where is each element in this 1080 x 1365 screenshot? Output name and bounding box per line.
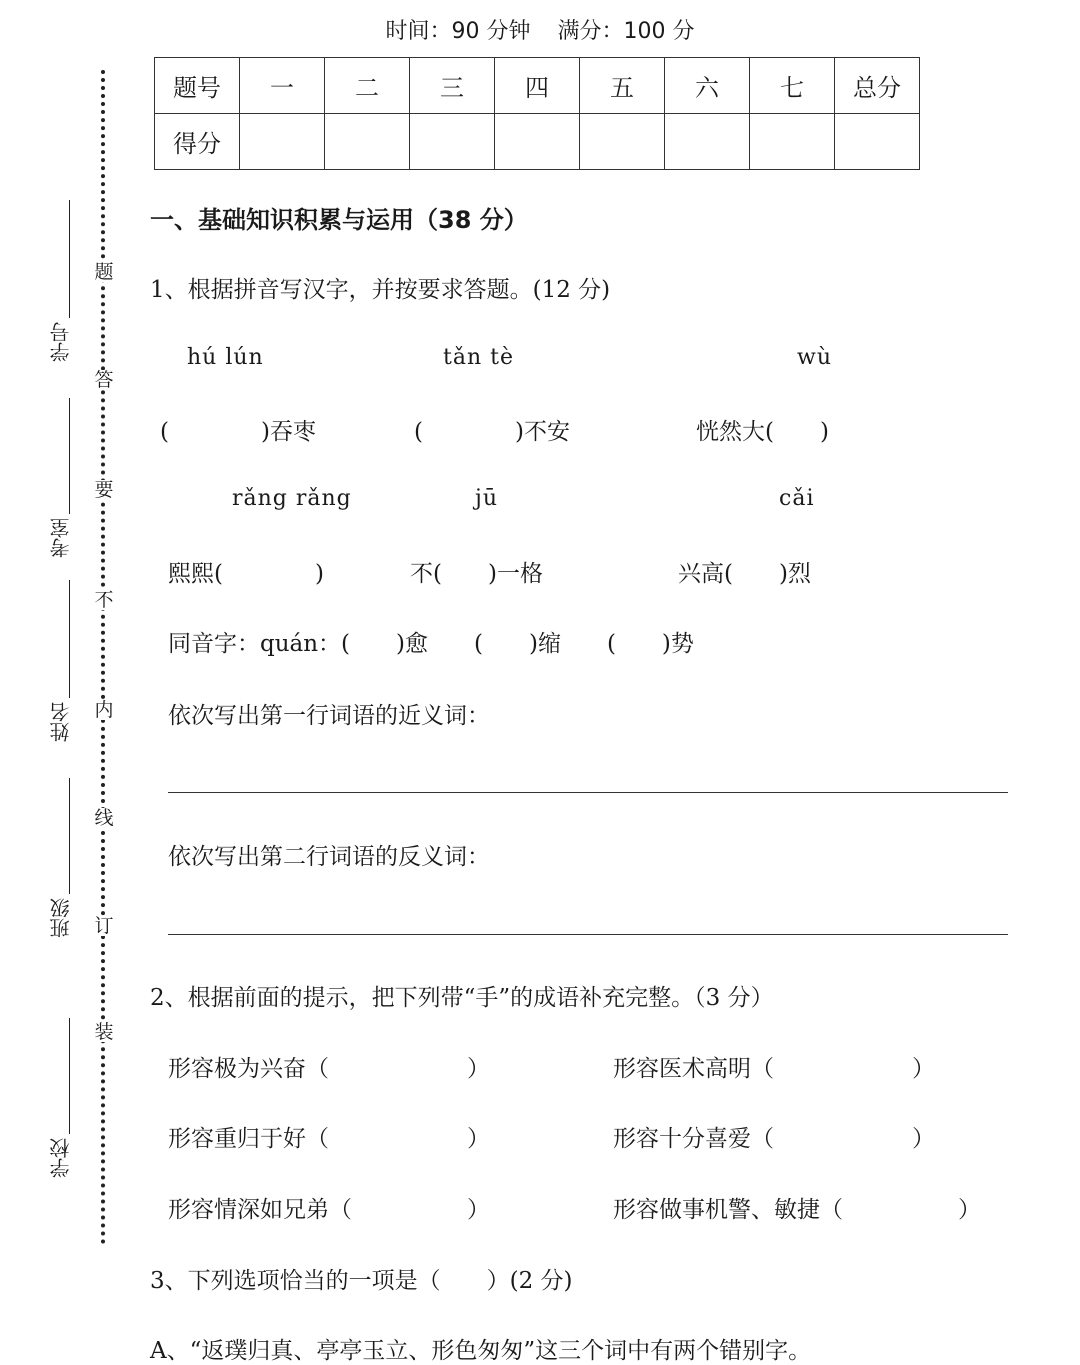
score-table-score-row xyxy=(155,114,920,170)
binding-char: 装 xyxy=(94,1021,114,1043)
idiom-item[interactable]: 形容重归于好（ ） xyxy=(168,1126,490,1152)
score-cell[interactable] xyxy=(410,114,495,170)
pinyin: cǎi xyxy=(779,486,815,511)
pinyin: wù xyxy=(797,345,832,370)
table-cell: 三 xyxy=(410,58,495,114)
class-label: 班级 xyxy=(49,898,73,938)
table-cell: 四 xyxy=(495,58,580,114)
fill-blank-word[interactable]: ( )吞枣 xyxy=(160,419,316,445)
class-line[interactable] xyxy=(69,778,70,894)
table-cell: 五 xyxy=(580,58,665,114)
score-cell[interactable] xyxy=(240,114,325,170)
pinyin: hú lún xyxy=(187,345,264,370)
idiom-item[interactable]: 形容十分喜爱（ ） xyxy=(613,1126,935,1152)
score-cell[interactable] xyxy=(495,114,580,170)
pinyin: tǎn tè xyxy=(443,345,514,370)
school-line[interactable] xyxy=(69,1018,70,1134)
pinyin: jū xyxy=(475,486,498,511)
exam-room-label: 考室 xyxy=(49,518,73,558)
score-cell[interactable] xyxy=(665,114,750,170)
exam-room-line[interactable] xyxy=(69,398,70,514)
exam-header xyxy=(0,14,1080,45)
fill-blank-word[interactable]: 熙熙( ) xyxy=(168,561,324,587)
binding-char: 题 xyxy=(94,261,114,283)
antonym-prompt: 依次写出第二行词语的反义词： xyxy=(168,844,490,870)
section-title: 一、基础知识积累与运用（38 分） xyxy=(150,206,528,234)
score-cell[interactable] xyxy=(750,114,835,170)
idiom-item[interactable]: 形容医术高明（ ） xyxy=(613,1056,935,1082)
student-id-label: 学号 xyxy=(49,322,73,362)
idiom-item[interactable]: 形容情深如兄弟（ ） xyxy=(168,1197,490,1223)
idiom-item[interactable]: 形容做事机警、敏捷（ ） xyxy=(613,1197,981,1223)
table-cell: 总分 xyxy=(835,58,920,114)
question-2-title: 2、根据前面的提示，把下列带“手”的成语补充完整。（3 分） xyxy=(150,985,774,1011)
answer-line-synonym[interactable] xyxy=(168,792,1008,793)
student-id-line[interactable] xyxy=(69,200,70,318)
answer-line-antonym[interactable] xyxy=(168,934,1008,935)
table-cell: 一 xyxy=(240,58,325,114)
score-cell[interactable] xyxy=(580,114,665,170)
fill-blank-word[interactable]: ( )不安 xyxy=(414,419,570,445)
binding-char: 不 xyxy=(94,589,114,611)
question-3-title[interactable]: 3、下列选项恰当的一项是（ ）(2 分) xyxy=(150,1268,573,1294)
idiom-item[interactable]: 形容极为兴奋（ ） xyxy=(168,1056,490,1082)
name-label: 姓名 xyxy=(49,702,73,742)
table-cell: 得分 xyxy=(155,114,240,170)
binding-char: 要 xyxy=(94,479,114,501)
binding-char: 订 xyxy=(94,915,114,937)
question-1-title: 1、根据拼音写汉字，并按要求答题。(12 分) xyxy=(150,277,611,303)
table-cell: 二 xyxy=(325,58,410,114)
fill-blank-word[interactable]: 恍然大( ) xyxy=(696,419,829,445)
pinyin: rǎng rǎng xyxy=(232,486,352,511)
binding-char: 线 xyxy=(94,807,114,829)
score-cell[interactable] xyxy=(325,114,410,170)
name-line[interactable] xyxy=(69,580,70,698)
binding-char: 内 xyxy=(94,699,114,721)
exam-full-score: 满分：100 分 xyxy=(557,19,695,44)
homophone-question[interactable]: 同音字：quán：( )愈 ( )缩 ( )势 xyxy=(168,631,694,657)
option-a[interactable]: A、“返璞归真、亭亭玉立、形色匆匆”这三个词中有两个错别字。 xyxy=(150,1338,812,1364)
fill-blank-word[interactable]: 兴高( )烈 xyxy=(678,561,811,587)
binding-char: 答 xyxy=(94,369,114,391)
synonym-prompt: 依次写出第一行词语的近义词： xyxy=(168,703,490,729)
score-cell[interactable] xyxy=(835,114,920,170)
table-cell: 题号 xyxy=(155,58,240,114)
fill-blank-word[interactable]: 不( )一格 xyxy=(410,561,543,587)
school-label: 学校 xyxy=(49,1138,73,1178)
exam-time: 时间：90 分钟 xyxy=(385,19,531,44)
score-table xyxy=(154,57,920,170)
table-cell: 七 xyxy=(750,58,835,114)
score-table-header-row xyxy=(155,58,920,114)
table-cell: 六 xyxy=(665,58,750,114)
binding-dotted-line xyxy=(101,70,105,1245)
